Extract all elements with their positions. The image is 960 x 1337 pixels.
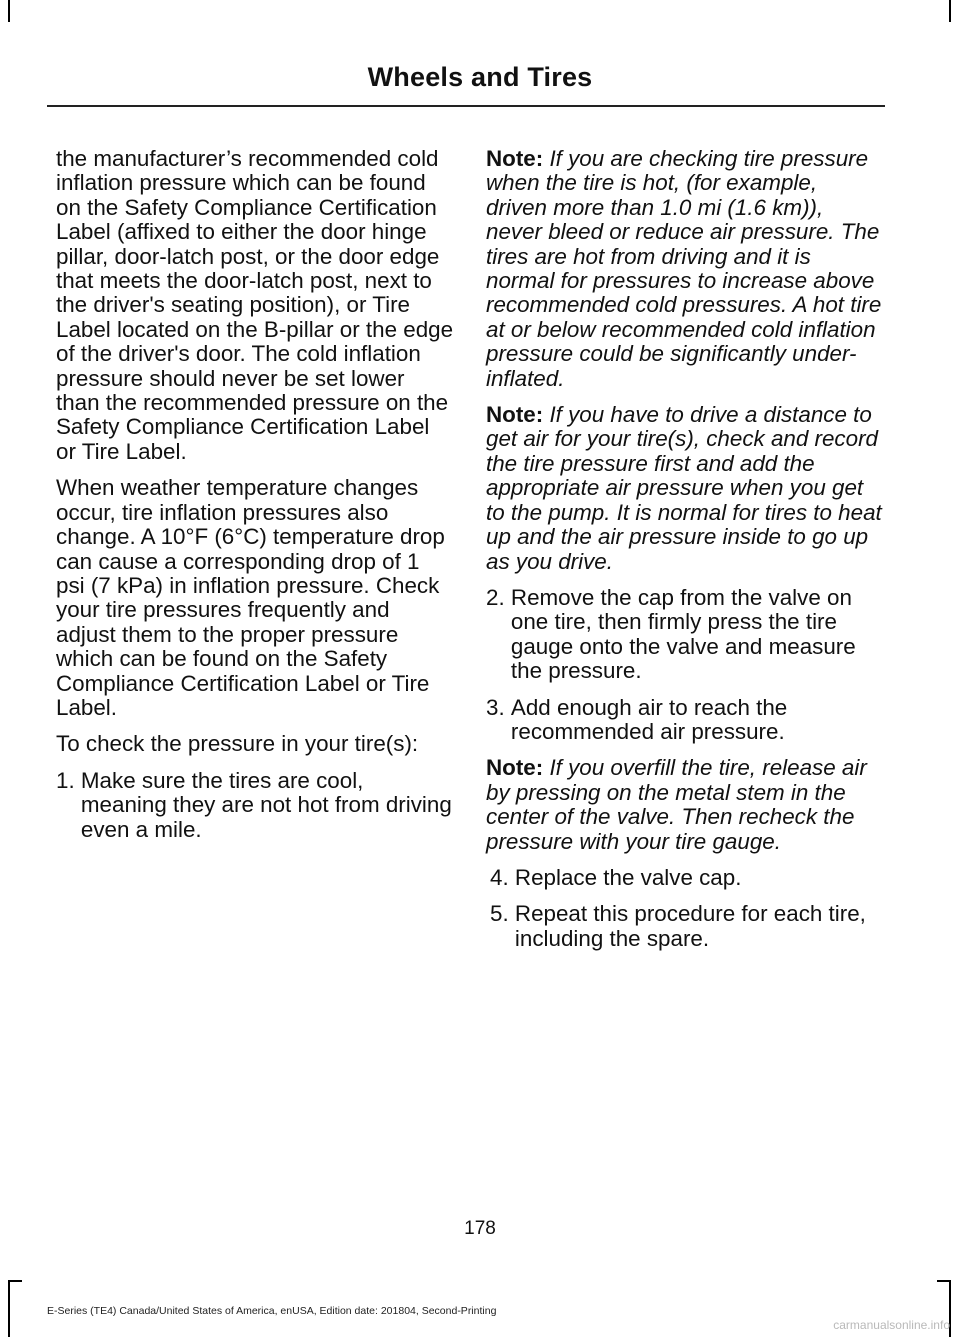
note-hot-tire — [486, 147, 884, 391]
step-text: Add enough air to reach the recommended air pressure. — [510, 694, 788, 744]
step-number: 5. — [490, 901, 515, 927]
step-number: 4. — [490, 864, 515, 890]
crop-mark-top-left — [8, 0, 10, 22]
paragraph-temperature: When weather temperature changes occur, tire inflation pressures also change. A 10°F (6°C) temperature drop can cause a corresponding drop of 1 psi (7 kPa) in inflation pressure. Check your tire pressures frequently and adjust them to the proper pressure which can be found on the Safety Compliance Certification Label or Tire Label. — [56, 475, 445, 720]
step-text: Repeat this procedure for each tire, including the spare. — [514, 901, 866, 951]
step-3 — [486, 696, 884, 745]
crop-mark-top-right — [949, 0, 951, 22]
note-label: Note: — [486, 755, 544, 781]
paragraph-inflation-label: the manufacturer’s recommended cold inflation pressure which can be found on the Safety Compliance Certification Label (affixed to either the door hinge pillar, door-latch post, or the door edge that meets the door-latch post, next to the driver's seating position), or Tire Label located on the B-pillar or the edge of the driver's door. The cold inflation pressure should never be set lower than the recommended pressure on the Safety Compliance Certification Label or Tire Label. — [56, 146, 454, 464]
step-2 — [486, 586, 884, 684]
edition-footer: E-Series (TE4) Canada/United States of America, enUSA, Edition date: 201804, Second-Printing — [47, 1305, 497, 1317]
crop-mark-bottom-right-horizontal — [937, 1280, 951, 1282]
note-label: Note: — [486, 146, 544, 171]
step-number: 2. — [486, 584, 511, 610]
step-text: Replace the valve cap. — [514, 864, 742, 890]
step-1 — [56, 769, 454, 842]
note-text: If you have to drive a distance to get air for your tire(s), check and record the tire pressure first and add the appropriate air pressure when you get to the pump. It is normal for tires to heat up and the air pressure inside to go up as you drive. — [486, 402, 882, 574]
step-number: 3. — [486, 694, 511, 720]
crop-mark-bottom-left-horizontal — [8, 1280, 22, 1282]
header-divider — [47, 105, 885, 107]
note-label: Note: — [486, 402, 544, 428]
step-text: Make sure the tires are cool, meaning they are not hot from driving even a mile. — [80, 767, 452, 842]
note-drive-distance — [486, 403, 884, 574]
page-number: 178 — [464, 1218, 496, 1239]
step-5 — [486, 902, 884, 951]
note-overfill — [486, 756, 884, 854]
watermark: carmanualsonline.info — [833, 1318, 950, 1332]
right-column — [486, 147, 884, 963]
step-text: Remove the cap from the valve on one tire, then firmly press the tire gauge onto the valve and measure the pressure. — [510, 584, 856, 684]
note-text: If you overfill the tire, release air by pressing on the metal stem in the center of the valve. Then recheck the pressure with your tire gauge. — [486, 755, 867, 854]
page-title: Wheels and Tires — [367, 62, 593, 92]
crop-mark-bottom-left — [8, 1280, 10, 1337]
paragraph-check-intro: To check the pressure in your tire(s): — [56, 731, 419, 757]
left-column — [56, 147, 454, 854]
step-4 — [486, 866, 884, 890]
step-number: 1. — [56, 767, 81, 793]
note-text: If you are checking tire pressure when the tire is hot, (for example, driven more than 1.0 mi (1.6 km)), never bleed or reduce air pressure. The tires are hot from driving and it is normal for pressures to increase above recommended cold pressures. A hot tire at or below recommended cold inflation pressure could be significantly under-inflated. — [486, 146, 882, 391]
